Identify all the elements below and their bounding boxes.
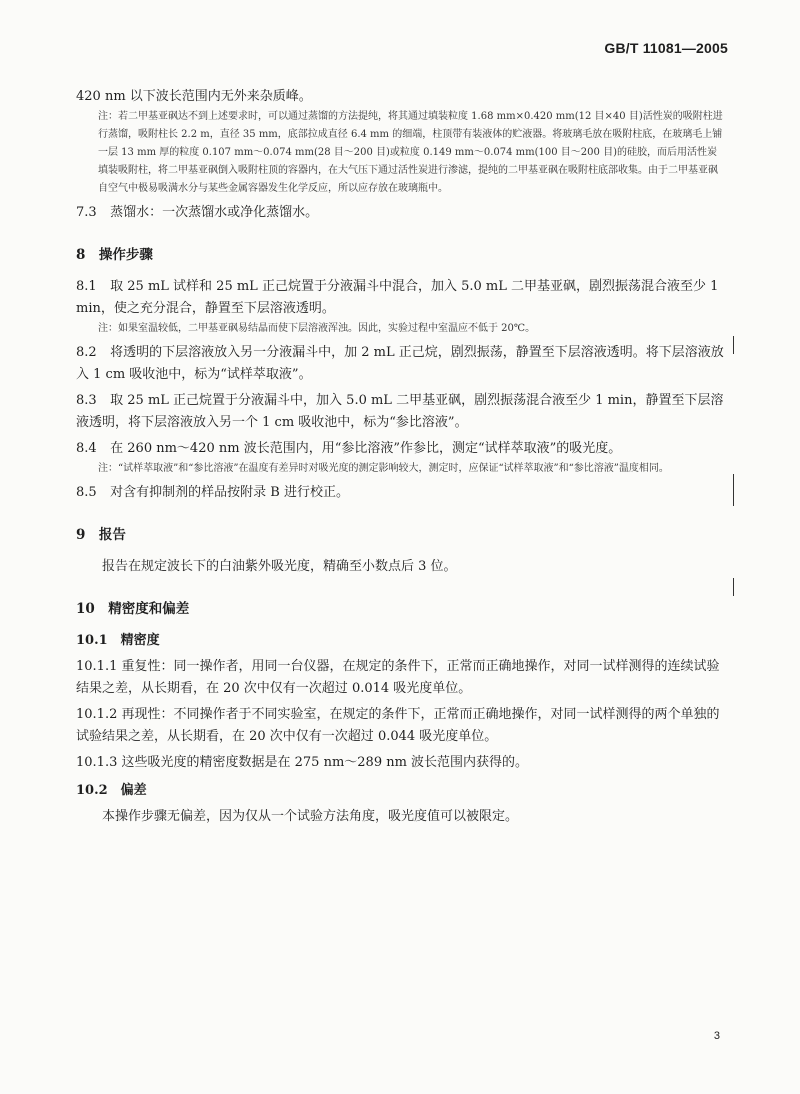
revision-bar xyxy=(733,578,735,596)
clause-number: 8.4 xyxy=(76,441,97,456)
clause-10-1-2 xyxy=(76,704,726,748)
clause-text: 再现性：不同操作者于不同实验室，在规定的条件下，正常而正确地操作，对同一试样测得的两个单独的试验结果之差，从长期看，在 20 次中仅有一次超过 0.044 吸光度单位。 xyxy=(76,707,720,744)
clause-number: 8.3 xyxy=(76,393,97,408)
clause-number: 7.3 xyxy=(76,205,97,220)
section-9-heading: 9 报告 xyxy=(76,527,126,543)
clause-8-4 xyxy=(76,438,726,460)
section-8-heading: 8 操作步骤 xyxy=(76,247,153,263)
clause-number: 10.1.2 xyxy=(76,707,118,722)
clause-number: 10.1.3 xyxy=(76,755,118,770)
section-10-1-heading: 10.1 精密度 xyxy=(76,633,160,648)
clause-number: 8.5 xyxy=(76,485,97,500)
clause-10-1-1 xyxy=(76,656,726,700)
clause-10-1-3 xyxy=(76,752,726,774)
page-number: 3 xyxy=(713,1030,720,1042)
document-body xyxy=(76,86,726,828)
clause-text: 取 25 mL 试样和 25 mL 正己烷置于分液漏斗中混合，加入 5.0 mL 二甲基亚砜，剧烈振荡混合液至少 1 min，使之充分混合，静置至下层溶液透明。 xyxy=(76,279,719,316)
continued-paragraph: 420 nm 以下波长范围内无外来杂质峰。 xyxy=(76,89,312,104)
clause-text: 将透明的下层溶液放入另一分液漏斗中，加 2 mL 正己烷，剧烈振荡，静置至下层溶液透明。将下层溶液放入 1 cm 吸收池中，标为“试样萃取液”。 xyxy=(76,345,724,382)
clause-text: 蒸馏水：一次蒸馏水或净化蒸馏水。 xyxy=(110,205,319,220)
clause-text: 这些吸光度的精密度数据是在 275 nm～289 nm 波长范围内获得的。 xyxy=(121,755,529,770)
clause-text: 重复性：同一操作者，用同一台仪器，在规定的条件下，正常而正确地操作，对同一试样测得的连续试验结果之差，从长期看，在 20 次中仅有一次超过 0.014 吸光度单位。 xyxy=(76,659,720,696)
revision-bar xyxy=(733,336,735,354)
clause-text: 取 25 mL 正己烷置于分液漏斗中，加入 5.0 mL 二甲基亚砜，剧烈振荡混合液至少 1 min，静置至下层溶液透明，将下层溶液放入另一个 1 cm 吸收池中，标为“参比溶液”。 xyxy=(76,393,724,430)
clause-8-2 xyxy=(76,342,726,386)
clause-8-5 xyxy=(76,482,726,504)
clause-8-1 xyxy=(76,276,726,320)
clause-number: 8.1 xyxy=(76,279,97,294)
section-9-text: 报告在规定波长下的白油紫外吸光度，精确至小数点后 3 位。 xyxy=(102,559,457,574)
note-8-4: 注：“试样萃取液”和“参比溶液”在温度有差异时对吸光度的测定影响较大，测定时，应保证“试样萃取液”和“参比溶液”温度相同。 xyxy=(98,463,669,474)
clause-7-3 xyxy=(76,202,726,224)
clause-text: 在 260 nm～420 nm 波长范围内，用“参比溶液”作参比，测定“试样萃取液”的吸光度。 xyxy=(110,441,622,456)
note-8-1: 注：如果室温较低，二甲基亚砜易结晶而使下层溶液浑浊。因此，实验过程中室温应不低于 20℃。 xyxy=(98,323,536,334)
clause-number: 10.1.1 xyxy=(76,659,118,674)
section-10-2-heading: 10.2 偏差 xyxy=(76,783,147,798)
revision-bar xyxy=(733,474,735,506)
clause-text: 对含有抑制剂的样品按附录 B 进行校正。 xyxy=(110,485,349,500)
section-10-heading: 10 精密度和偏差 xyxy=(76,601,190,617)
clause-8-3 xyxy=(76,390,726,434)
standard-number: GB/T 11081—2005 xyxy=(604,40,728,56)
clause-number: 8.2 xyxy=(76,345,97,360)
note-7-2: 注：若二甲基亚砜达不到上述要求时，可以通过蒸馏的方法提纯，将其通过填装粒度 1.68 mm×0.420 mm(12 目×40 目)活性炭的吸附柱进行蒸馏，吸附柱长 2.2 m，直径 35 mm，底部拉成直径 6.4 mm 的细端，柱顶带有装液体的贮液器。将玻璃毛放在吸附柱底，在玻璃毛上铺一层 13 mm 厚的粒度 0.107 mm～0.074 mm(28 目～200 目)或粒度 0.149 mm～0.074 mm(100 目～200 目)的硅胶，而后用活性炭填装吸附柱，将二甲基亚砜倒入吸附柱顶的容器内，在大气压下通过活性炭进行渗滤，提纯的二甲基亚砜在吸附柱底部收集。由于二甲基亚砜自空气中极易吸满水分与某些金属容器发生化学反应，所以应存放在玻璃瓶中。 xyxy=(98,111,723,194)
section-10-2-text: 本操作步骤无偏差，因为仅从一个试验方法角度，吸光度值可以被限定。 xyxy=(102,809,519,824)
